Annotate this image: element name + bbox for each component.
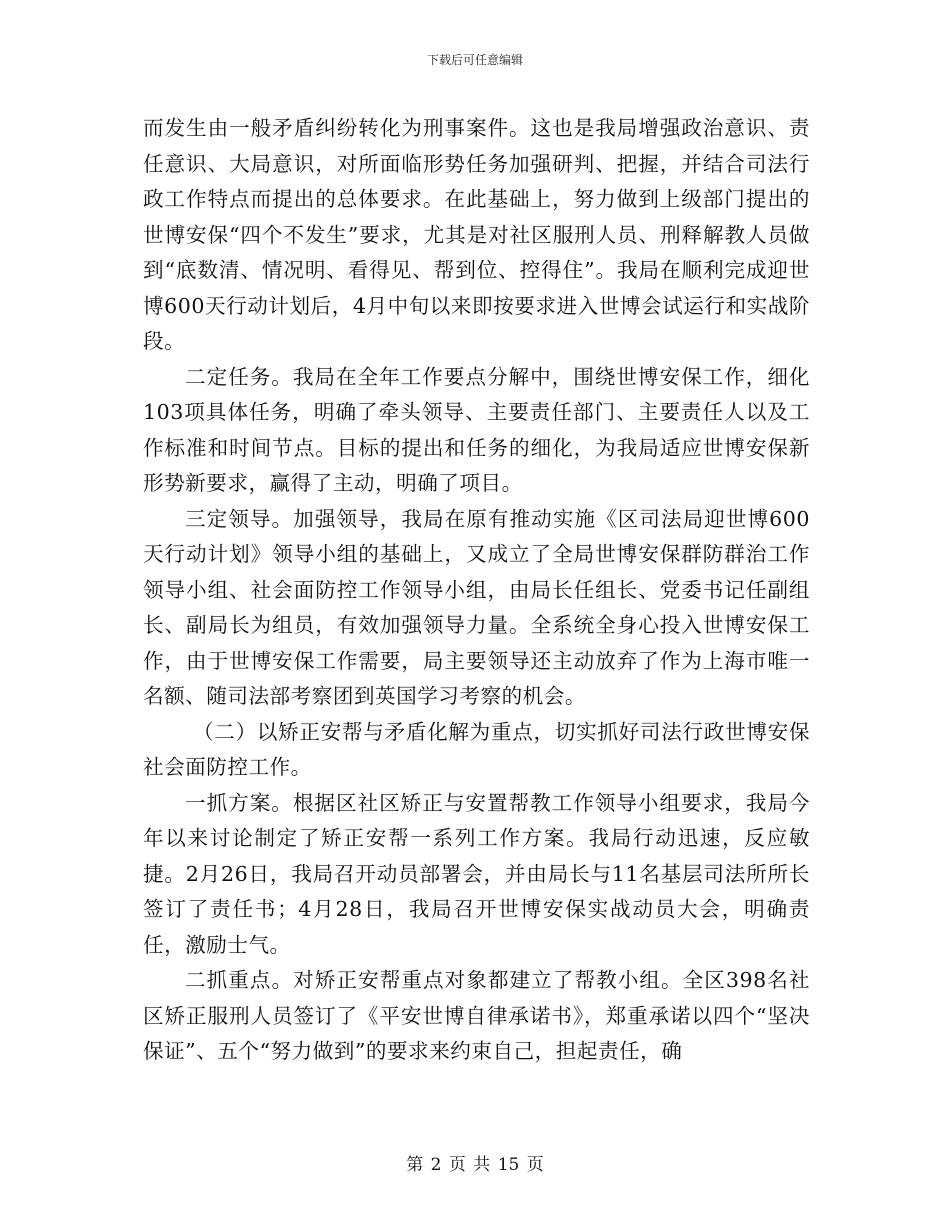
paragraph-plan: 一抓方案。根据区社区矫正与安置帮教工作领导小组要求，我局今年以来讨论制定了矫正安帮一系列工作方案。我局行动迅速，反应敏捷。2月26日，我局召开动员部署会，并由局长与11名基层司法所所长签订了责任书；4月28日，我局召开世博安保实战动员大会，明确责任，激励士气。	[143, 790, 810, 957]
page-header: 下载后可任意编辑	[426, 53, 523, 67]
paragraph-continuation: 而发生由一般矛盾纠纷转化为刑事案件。这也是我局增强政治意识、责任意识、大局意识，对所面临形势任务加强研判、把握，并结合司法行政工作特点而提出的总体要求。在此基础上，努力做到上级部门提出的世博安保“四个不发生”要求，尤其是对社区服刑人员、刑释解教人员做到“底数清、情况明、看得见、帮到位、控得住”。我局在顺利完成迎世博600天行动计划后，4月中旬以来即按要求进入世博会试运行和实战阶段。	[143, 116, 810, 353]
page-footer: 第 2 页 共 15 页	[406, 1155, 544, 1175]
paragraph-leadership: 三定领导。加强领导，我局在原有推动实施《区司法局迎世博600天行动计划》领导小组的基础上，又成立了全局世博安保群防群治工作领导小组、社会面防控工作领导小组，由局长任组长、党委书记任副组长、副局长为组员，有效加强领导力量。全系统全身心投入世博安保工作，由于世博安保工作需要，局主要领导还主动放弃了作为上海市唯一名额、随司法部考察团到英国学习考察的机会。	[143, 506, 810, 708]
section-heading-two: （二）以矫正安帮与矛盾化解为重点，切实抓好司法行政世博安保社会面防控工作。	[143, 719, 810, 779]
paragraph-tasks: 二定任务。我局在全年工作要点分解中，围绕世博安保工作，细化103项具体任务，明确了牵头领导、主要责任部门、主要责任人以及工作标准和时间节点。目标的提出和任务的细化，为我局适应世博安保新形势新要求，赢得了主动，明确了项目。	[143, 364, 810, 495]
document-body	[143, 111, 810, 1070]
paragraph-focus: 二抓重点。对矫正安帮重点对象都建立了帮教小组。全区398名社区矫正服刑人员签订了《平安世博自律承诺书》，郑重承诺以四个“坚决保证”、五个“努力做到”的要求来约束自己，担起责任，确	[143, 968, 810, 1063]
